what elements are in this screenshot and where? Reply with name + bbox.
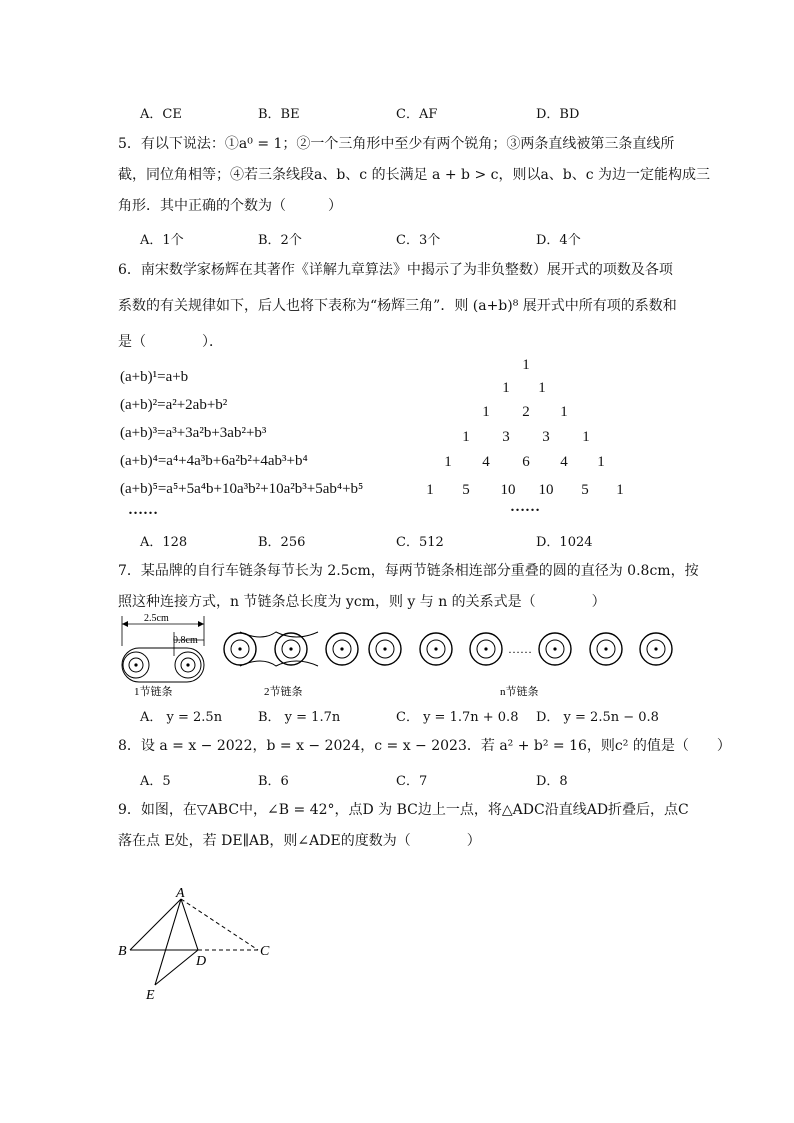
segment-ac: [181, 899, 258, 950]
triangle-r6-c6: 1: [616, 482, 624, 498]
triangle-r5-c3: 6: [522, 454, 530, 470]
triangle-r2-c1: 1: [502, 380, 510, 396]
q7-option-d: D． y = 2.5n − 0.8: [536, 710, 659, 725]
q8-option-d: D．8: [536, 774, 568, 789]
q5-option-a: A．1个: [140, 233, 184, 248]
point-e-label: E: [146, 988, 155, 1003]
q4-option-b: B．BE: [258, 107, 300, 122]
triangle-r6-c2: 5: [462, 482, 470, 498]
q7-line2: 照这种连接方式，n 节链条总长度为 ycm，则 y 与 n 的关系式是（ ）: [118, 594, 606, 610]
q6-option-c: C．512: [396, 535, 444, 550]
q4-option-d: D．BD: [536, 107, 580, 122]
segment-ad: [181, 899, 198, 950]
label-n-links: n节链条: [500, 686, 539, 698]
q8-line1: 8．设 a = x − 2022，b = x − 2024，c = x − 2023．若 a² + b² = 16，则c² 的值是（ ）: [118, 738, 731, 754]
triangle-r6-c5: 5: [581, 482, 589, 498]
q6-option-d: D．1024: [536, 535, 593, 550]
point-c-label: C: [260, 944, 270, 959]
q6-line2: 系数的有关规律如下，后人也将下表称为“杨辉三角”．则 (a+b)⁸ 展开式中所有项的系数和: [118, 298, 677, 314]
triangle-r5-c1: 1: [444, 454, 452, 470]
chain-link-single: [122, 648, 204, 682]
triangle-r2-c2: 1: [538, 380, 546, 396]
q7-option-c: C． y = 1.7n + 0.8: [396, 710, 519, 725]
point-b-label: B: [118, 944, 127, 959]
q8-option-a: A．5: [140, 774, 171, 789]
triangle-r6-c4: 10: [538, 482, 554, 498]
q9-line2: 落在点 E处，若 DE∥AB，则∠ADE的度数为（ ）: [118, 833, 481, 849]
q4-option-c: C．AF: [396, 107, 438, 122]
chain-link-n-end: [539, 633, 672, 665]
triangle-r5-c5: 1: [597, 454, 605, 470]
dim-2-5cm-label: 2.5cm: [144, 613, 169, 624]
q6-ellipsis-left: ……: [128, 502, 158, 518]
point-d-label: D: [196, 954, 207, 969]
chain-link-n-start: [369, 633, 502, 665]
chain-dots: ……: [508, 642, 532, 656]
q6-formula-5: (a+b)⁵=a⁵+5a⁴b+10a³b²+10a²b³+5ab⁴+b⁵: [120, 481, 364, 497]
triangle-r3-c1: 1: [482, 404, 490, 420]
triangle-r4-c1: 1: [462, 429, 470, 445]
triangle-r5-c4: 4: [560, 454, 568, 470]
q6-formula-3: (a+b)³=a³+3a²b+3ab²+b³: [120, 425, 267, 441]
q5-option-c: C．3个: [396, 233, 441, 248]
dim-0-8cm-label: 0.8cm: [173, 635, 198, 646]
q7-option-a: A． y = 2.5n: [140, 710, 223, 725]
point-a-label: A: [176, 886, 185, 901]
q6-line3: 是（ ）．: [118, 334, 223, 350]
q5-option-d: D．4个: [536, 233, 581, 248]
chain-diagram: [110, 610, 690, 700]
q7-line1: 7．某品牌的自行车链条每节长为 2.5cm，每两节链条相连部分重叠的圆的直径为 0.8cm，按: [118, 563, 699, 579]
q6-ellipsis-right: ……: [510, 499, 540, 515]
q6-line1: 6．南宋数学家杨辉在其著作《详解九章算法》中揭示了为非负整数）展开式的项数及各项: [118, 262, 673, 278]
q6-formula-2: (a+b)²=a²+2ab+b²: [120, 397, 228, 413]
label-2-links: 2节链条: [264, 686, 303, 698]
triangle-r6-c1: 1: [426, 482, 434, 498]
triangle-r3-c3: 1: [560, 404, 568, 420]
chain-link-double: [224, 632, 358, 666]
q5-line3: 角形．其中正确的个数为（ ）: [118, 198, 342, 214]
q4-option-a: A．CE: [140, 107, 182, 122]
triangle-r5-c2: 4: [482, 454, 490, 470]
triangle-r4-c4: 1: [582, 429, 590, 445]
q5-line1: 5．有以下说法：①a⁰ = 1；②一个三角形中至少有两个锐角；③两条直线被第三条直线所: [118, 136, 675, 152]
q6-option-a: A．128: [140, 535, 188, 550]
fold-triangle-diagram: [110, 885, 290, 1005]
q6-formula-1: (a+b)¹=a+b: [120, 369, 189, 385]
triangle-r3-c2: 2: [522, 404, 530, 420]
label-1-link: 1节链条: [134, 686, 173, 698]
triangle-r1-c1: 1: [522, 357, 530, 373]
q9-line1: 9．如图，在▽ABC中，∠B = 42°，点D 为 BC边上一点，将△ADC沿直线AD折叠后，点C: [118, 802, 689, 818]
triangle-r6-c3: 10: [500, 482, 516, 498]
triangle-r4-c2: 3: [502, 429, 510, 445]
q5-option-b: B．2个: [258, 233, 302, 248]
q6-formula-4: (a+b)⁴=a⁴+4a³b+6a²b²+4ab³+b⁴: [120, 453, 308, 469]
q7-option-b: B． y = 1.7n: [258, 710, 341, 725]
q8-option-b: B．6: [258, 774, 289, 789]
q5-line2: 截，同位角相等；④若三条线段a、b、c 的长满足 a + b > c，则以a、b、c 为边一定能构成三: [118, 167, 711, 183]
q6-option-b: B．256: [258, 535, 306, 550]
q8-option-c: C．7: [396, 774, 428, 789]
segment-de: [155, 950, 198, 985]
triangle-r4-c3: 3: [542, 429, 550, 445]
